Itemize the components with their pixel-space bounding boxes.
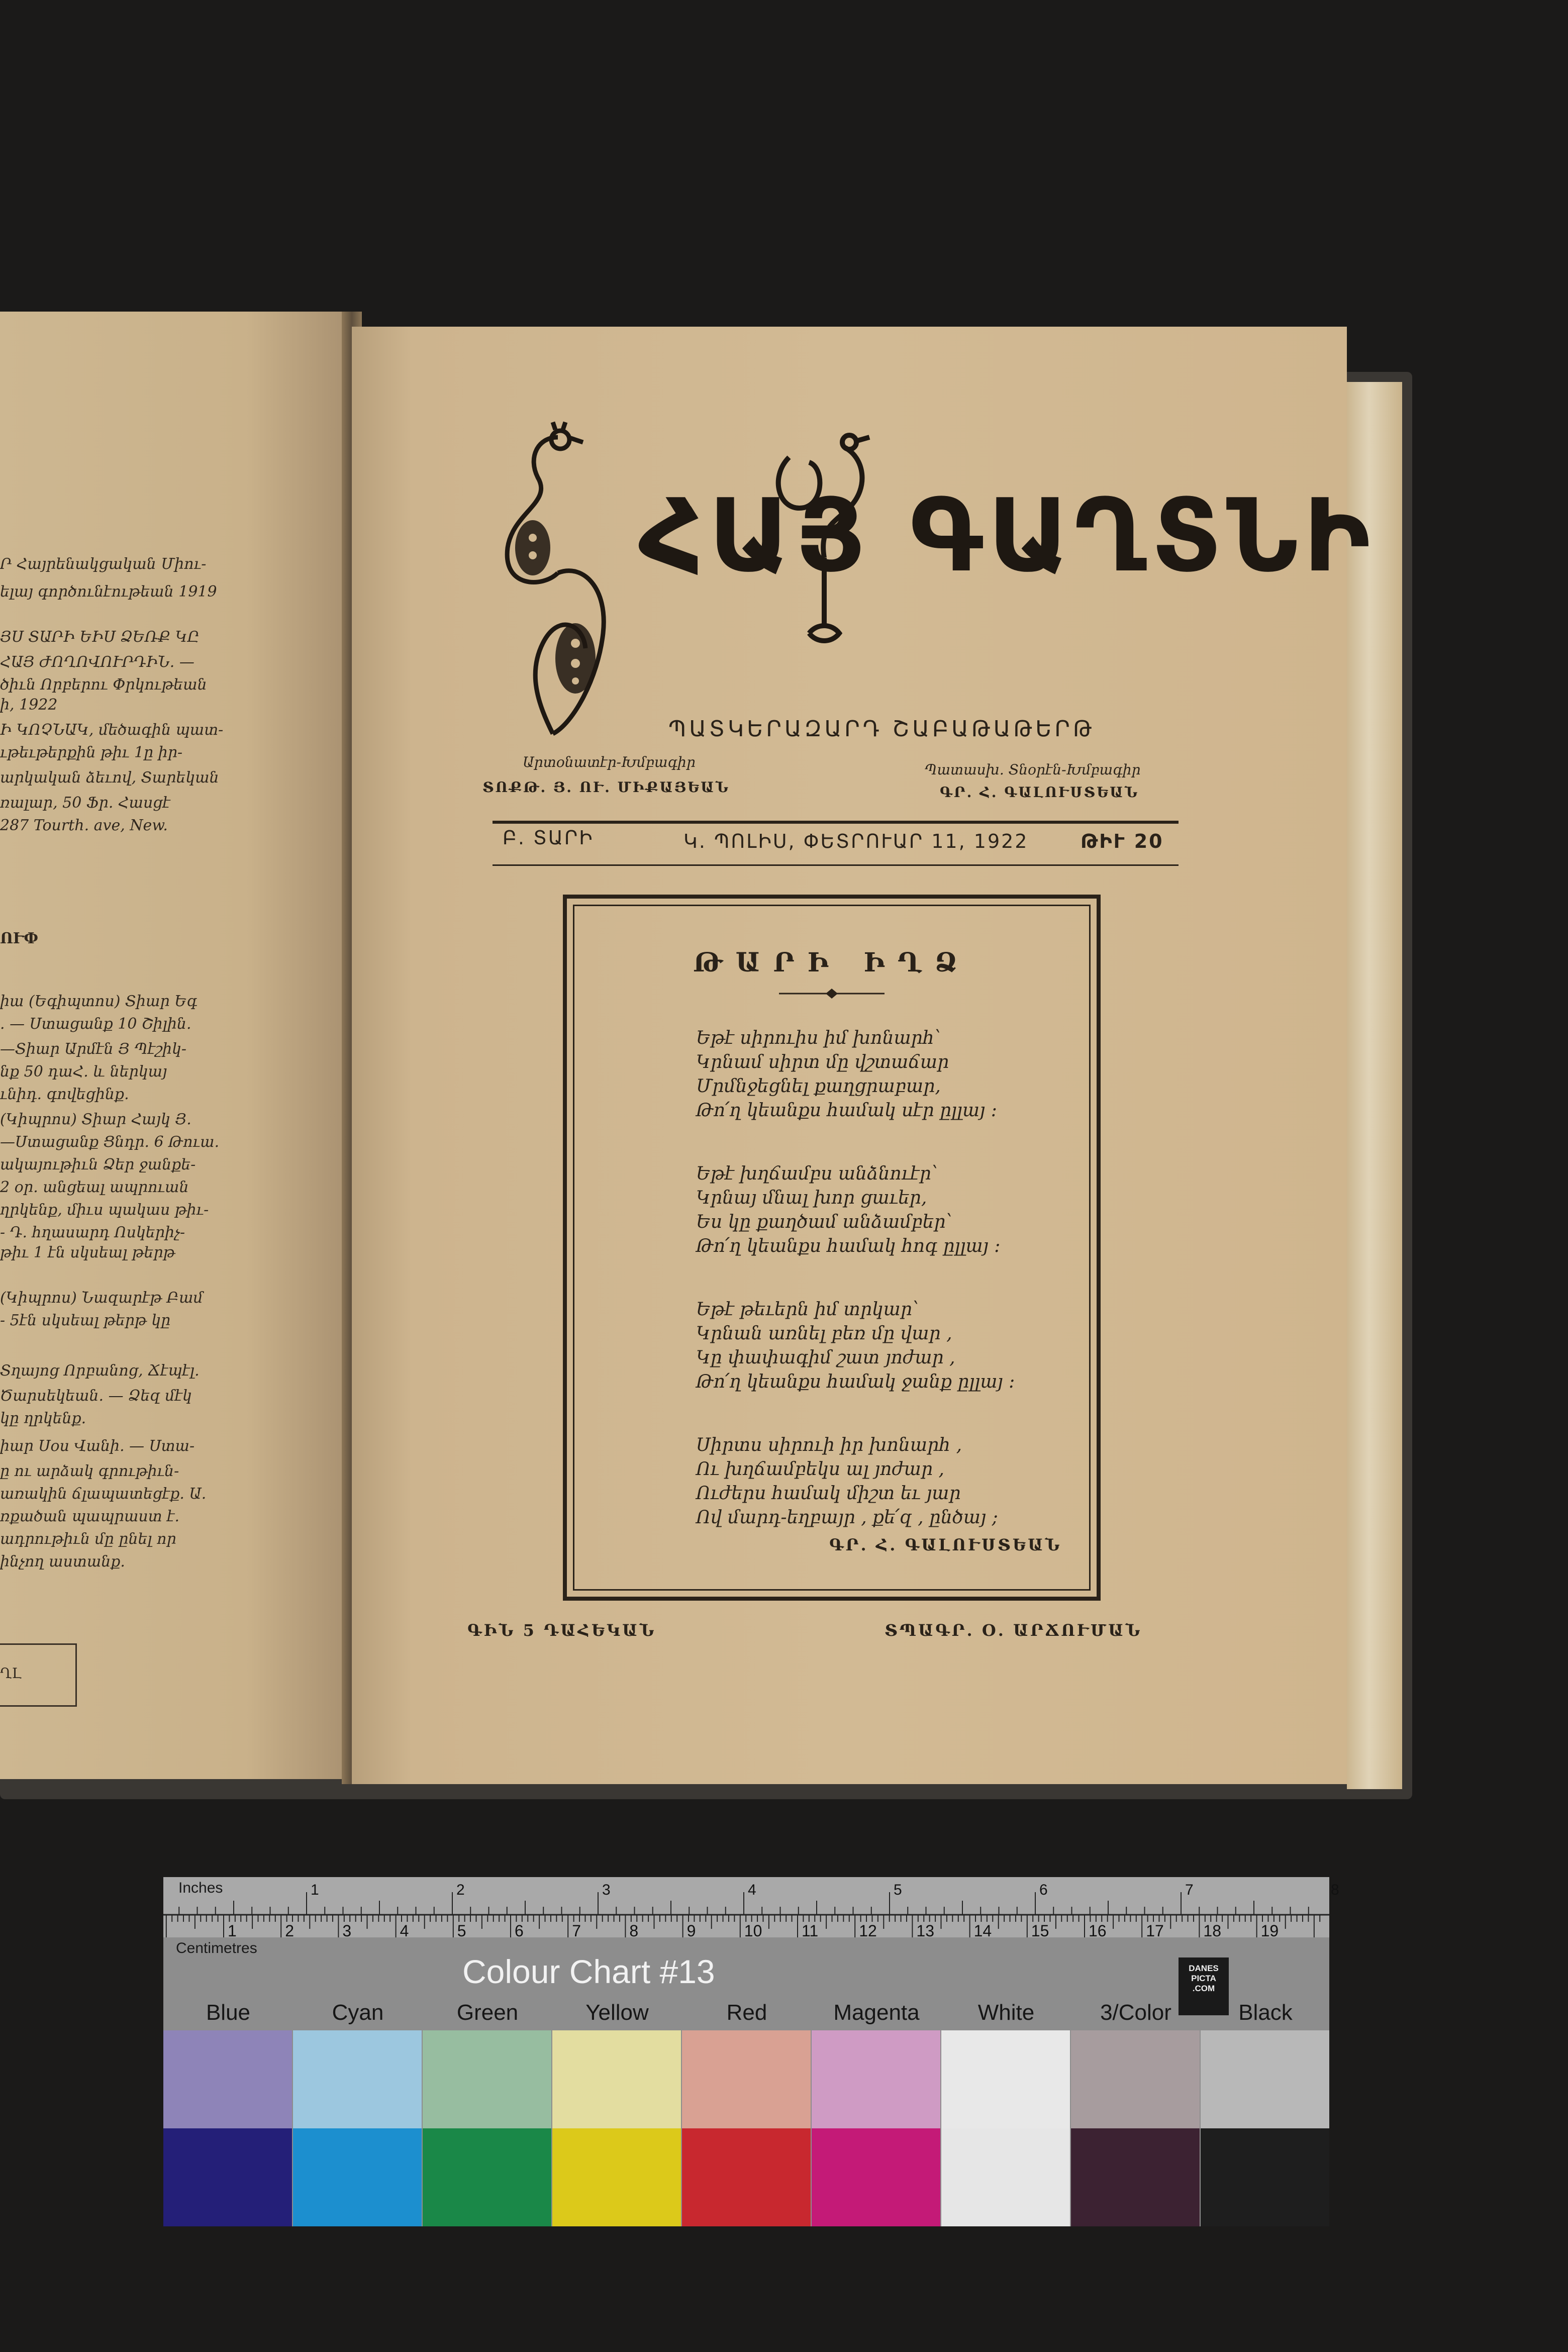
swatch-dark — [423, 2128, 551, 2226]
ruler — [163, 1877, 1339, 1952]
inch-tick-label: 8 — [1331, 1882, 1339, 1898]
editor-role: Պատասխ. Տնօրէն-Խմբագիր — [925, 761, 1141, 778]
volume-year: Բ. ՏԱՐԻ — [503, 827, 594, 849]
left-page-line: ՅՍ ՏԱՐԻ ԵԻՍ ՁԵՌՔ ԿԸ — [0, 628, 200, 646]
left-page-line: 2 օր. անցեալ ապրուան — [0, 1179, 189, 1196]
swatch-label: Yellow — [585, 2000, 649, 2025]
poem-line: Կը փափագիմ շատ յոժար , — [696, 1347, 955, 1368]
left-page-line: (Կիպրոս) Նազարէթ Բամ — [0, 1289, 203, 1307]
left-page-line: - Դ. հղասարդ Ոսկերիչ- — [0, 1224, 185, 1241]
left-page-line: —Ստացանք Ցնդր. 6 Թուա. — [0, 1133, 220, 1151]
left-page-line: ւթեւթերքին թիւ 1ը իր- — [0, 744, 183, 761]
cm-tick-label: 15 — [1031, 1922, 1049, 1940]
poem-line: Թո՛ղ կեանքս համակ ջանք ըլլայ : — [696, 1371, 1015, 1392]
inch-tick-label: 3 — [602, 1882, 611, 1898]
left-page-line: ադրութիւն մը ընել որ — [0, 1530, 176, 1548]
poem-line: Եթէ խղճամբս անձնուէր՝ — [696, 1163, 938, 1184]
left-page-line: ռքածան պապրաստ է. — [0, 1508, 179, 1525]
swatch-dark — [941, 2128, 1070, 2226]
inches-label: Inches — [178, 1880, 223, 1896]
swatch-label: White — [977, 2000, 1035, 2025]
swatch-light — [163, 2030, 292, 2128]
editor-name: ԳՐ. Հ. ԳԱԼՈՒՍՏԵԱՆ — [940, 784, 1139, 801]
poem-line: Ես կը քաղծամ անձամբեր՝ — [696, 1212, 952, 1232]
top-rule — [493, 821, 1179, 824]
left-page-line: —Տիար Արմէն Յ Պէշիկ- — [0, 1040, 186, 1058]
left-page-box-text: ՂԼ — [0, 1665, 22, 1682]
cm-tick-label: 12 — [859, 1922, 877, 1940]
poem-line: Կրնան առնել բեռ մը վար , — [696, 1323, 952, 1344]
left-page-line: - 5էն սկսեալ թերթ կը — [0, 1312, 171, 1329]
swatch-dark — [1071, 2128, 1200, 2226]
cm-tick-label: 5 — [457, 1922, 466, 1940]
left-page — [0, 312, 352, 1779]
left-page-line: առակին ճլապատեցէք. Ա. — [0, 1485, 207, 1503]
cm-tick-label: 4 — [400, 1922, 409, 1940]
poem-line: Թո՛ղ կեանքս համակ հոգ ըլլայ : — [696, 1236, 1001, 1256]
inch-tick-label: 2 — [456, 1882, 465, 1898]
left-page-line: ՈՒՓ — [0, 930, 39, 947]
inch-tick-label: 7 — [1185, 1882, 1194, 1898]
left-page-line: ակայութիւն Ձեր ջանքե- — [0, 1156, 196, 1173]
left-page-line: իա (Եգիպտոս) Տիար Եգ — [0, 993, 198, 1010]
cm-tick-label: 16 — [1089, 1922, 1107, 1940]
left-page-line: ւնիդ. գովեցինք. — [0, 1086, 129, 1103]
left-page-line: թիւ 1 էն սկսեալ թերթ — [0, 1244, 175, 1261]
publisher-name: ՏՈՔԹ. Յ. ՈՒ. ՄԻՔԱՅԵԱՆ — [482, 779, 730, 796]
left-page-line: ի, 1922 — [0, 696, 58, 714]
masthead-title: ՀԱՅ ԳԱՂՏՆԻ — [638, 477, 1376, 595]
poem-line: Ուժերս համակ միշտ եւ յար — [696, 1483, 961, 1504]
swatch-label: Black — [1238, 2000, 1293, 2025]
cm-tick-label: 1 — [228, 1922, 237, 1940]
inch-tick-label: 4 — [748, 1882, 756, 1898]
poem-line: Թո՛ղ կեանքս համակ սէր ըլլայ : — [696, 1100, 997, 1121]
peacock-illustration — [482, 422, 633, 744]
poem-line: Սիրտս սիրուի իր խոնարհ , — [696, 1435, 962, 1455]
swatch-light — [682, 2030, 811, 2128]
swatch-light — [941, 2030, 1070, 2128]
left-page-line: Տղայոց Որբանոց, Ճէպէլ. — [0, 1362, 200, 1380]
cm-tick-label: 14 — [973, 1922, 992, 1940]
inch-tick-label: 5 — [894, 1882, 902, 1898]
swatch-light — [1201, 2030, 1329, 2128]
left-page-line: ՀԱՅ ԺՈՂՈՎՈՒՐԴԻՆ. — — [0, 653, 194, 671]
logo-line-3: .COM — [1192, 1984, 1215, 1993]
cm-tick-label: 7 — [572, 1922, 581, 1940]
left-page-line: ինչող աստանք. — [0, 1553, 125, 1571]
left-page-line: նք 50 դաՀ. և ներկայ — [0, 1063, 167, 1081]
publisher-role: Արտօնատէր-Խմբագիր — [523, 754, 696, 770]
cm-tick-label: 9 — [687, 1922, 696, 1940]
swatch-label: 3/Color — [1100, 2000, 1171, 2025]
left-page-line: ղրկենք, միւս պակաս թիւ- — [0, 1201, 209, 1219]
inch-tick-label: 1 — [311, 1882, 319, 1898]
swatch-light — [423, 2030, 551, 2128]
left-page-line: 287 Tourth. ave, New. — [0, 817, 168, 834]
swatch-label: Magenta — [833, 2000, 920, 2025]
poem-line: Ով մարդ-եղբայր , քե՛զ , ընծայ ; — [696, 1507, 998, 1528]
left-page-line: ծիւն Որբերու Փրկութեան — [0, 676, 207, 694]
poem-line: Եթէ սիրուիս իմ խոնարհ՝ — [696, 1028, 941, 1048]
left-page-line: ռալար, 50 Ֆր. Հասցէ — [0, 794, 170, 812]
logo-line-1: DANES — [1189, 1964, 1219, 1973]
swatch-dark — [812, 2128, 940, 2226]
poem-line: Կրնայ մնալ խոր ցաւեր, — [696, 1188, 927, 1208]
left-page-line: Ի ԿՈՉՆԱԿ, մեծագին պատ- — [0, 721, 224, 739]
masthead-subtitle: ՊԱՏԿԵՐԱԶԱՐԴ ՇԱԲԱԹԱԹԵՐԹ — [668, 716, 1095, 742]
swatch-dark — [1201, 2128, 1329, 2226]
dateline: Կ. ՊՈԼԻՍ, ՓԵՏՐՈՒԱՐ 11, 1922 — [683, 830, 1029, 852]
bottom-rule — [493, 864, 1179, 866]
swatch-dark — [552, 2128, 681, 2226]
cm-tick-label: 8 — [629, 1922, 639, 1940]
poem-line: Կրնամ սիրտ մը վշտաճար — [696, 1052, 949, 1072]
left-page-box — [0, 1643, 77, 1707]
swatch-light — [1071, 2030, 1200, 2128]
swatch-label: Red — [726, 2000, 767, 2025]
swatch-light — [812, 2030, 940, 2128]
poem-ornament — [779, 988, 885, 1000]
left-page-line: ելայ գործունէութեան 1919 — [0, 583, 217, 601]
left-page-line: Ծարսեկեան. — Ձեզ մէկ — [0, 1387, 192, 1405]
issue-number: ԹԻՒ 20 — [1081, 830, 1164, 852]
swatch-dark — [682, 2128, 811, 2226]
price-label: ԳԻՆ 5 ԴԱՀԵԿԱՆ — [467, 1621, 656, 1640]
cm-tick-label: 17 — [1146, 1922, 1164, 1940]
swatch-dark — [163, 2128, 292, 2226]
poem-line: Եթէ թեւերն իմ տրկար՝ — [696, 1299, 919, 1320]
cm-tick-label: 11 — [802, 1922, 819, 1940]
centimetres-label: Centimetres — [176, 1940, 257, 1956]
poem-author: ԳՐ. Հ. ԳԱԼՈՒՍՏԵԱՆ — [829, 1535, 1062, 1554]
swatch-light — [552, 2030, 681, 2128]
cm-tick-label: 19 — [1260, 1922, 1279, 1940]
left-page-line: ը ու արձակ գրութիւն- — [0, 1462, 179, 1480]
chart-title: Colour Chart #13 — [462, 1953, 715, 1990]
swatch-label: Green — [456, 2000, 519, 2025]
cm-tick-label: 18 — [1203, 1922, 1221, 1940]
poem-title: ԹԱՐԻ ԻՂՁ — [693, 947, 970, 978]
swatch-label: Cyan — [332, 2000, 384, 2025]
swatch-label: Blue — [206, 2000, 251, 2025]
logo-line-2: PICTA — [1191, 1974, 1216, 1983]
cm-tick-label: 2 — [285, 1922, 294, 1940]
printer-label: ՏՊԱԳՐ. Օ. ԱՐՃՈՒՄԱՆ — [885, 1621, 1142, 1640]
left-page-line: Ր Հայրենակցական Միու- — [0, 555, 207, 573]
swatch-dark — [293, 2128, 422, 2226]
left-page-line: արկական ձեւով, Տարեկան — [0, 769, 219, 787]
cm-tick-label: 3 — [342, 1922, 352, 1940]
left-page-line: իար Սօս Վանի. — Ստա- — [0, 1437, 195, 1455]
swatch-light — [293, 2030, 422, 2128]
cm-tick-label: 10 — [744, 1922, 762, 1940]
cm-tick-label: 13 — [916, 1922, 934, 1940]
poem-line: Մրմնջեցնել քաղցրաբար, — [696, 1076, 941, 1097]
poem-line: Ու խղճամբեկս ալ յոժար , — [696, 1459, 944, 1480]
left-page-line: կը ղրկենք. — [0, 1410, 86, 1427]
left-page-line: . — Ստացանք 10 Շիլին. — [0, 1015, 191, 1033]
left-page-line: (Կիպրոս) Տիար Հայկ Յ. — [0, 1111, 191, 1128]
cm-tick-label: 6 — [515, 1922, 524, 1940]
inch-tick-label: 6 — [1039, 1882, 1048, 1898]
